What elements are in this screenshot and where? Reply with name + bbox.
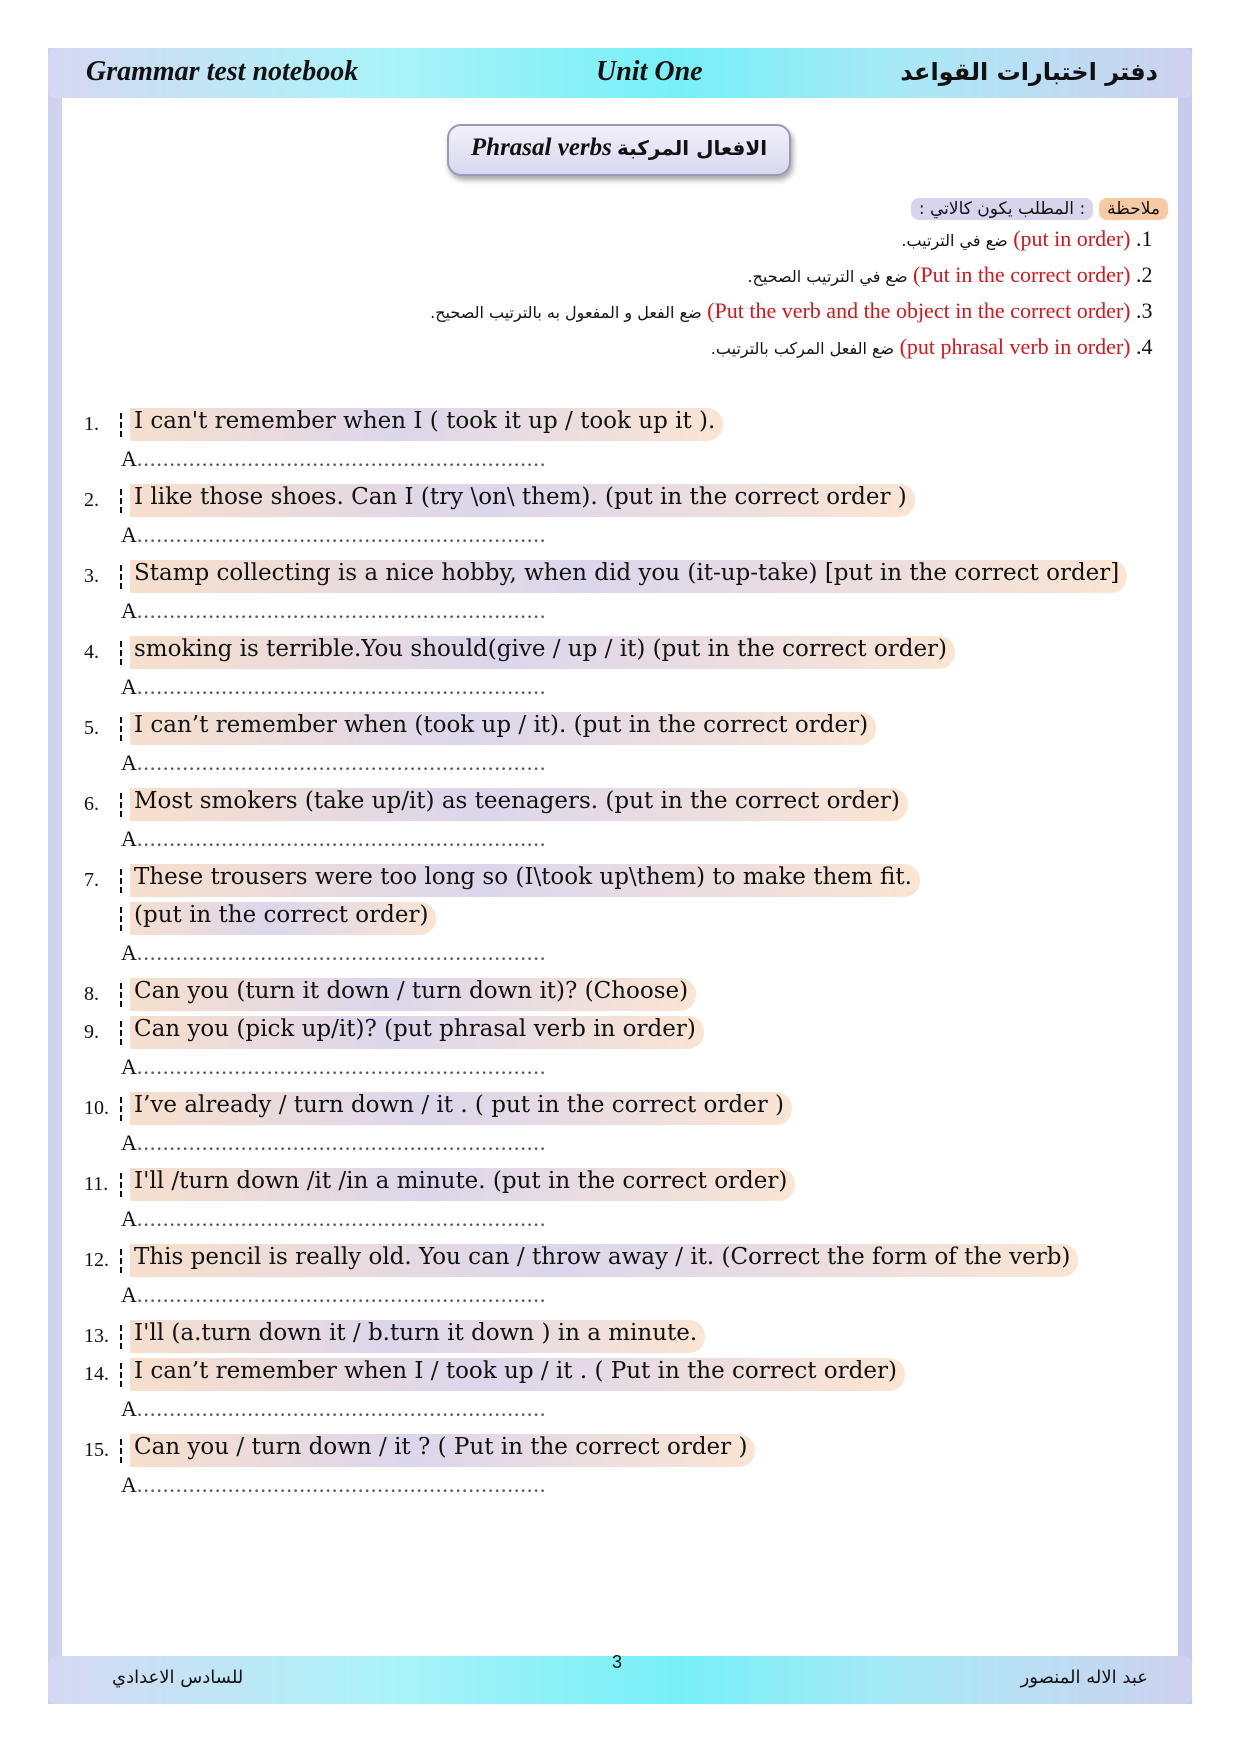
question-text: I can’t remember when (took up / it). (put in the correct order)	[130, 712, 876, 745]
question-number: 1.	[84, 413, 99, 435]
question-row	[84, 978, 696, 1011]
question-number: 12.	[84, 1249, 109, 1271]
question-row	[84, 712, 876, 745]
question-number: 5.	[84, 717, 99, 739]
question-text: Can you (turn it down / turn down it)? (Choose)	[130, 978, 696, 1011]
instruction-number: .3	[1136, 298, 1153, 323]
header-unit-title: Unit One	[596, 56, 703, 87]
answer-line[interactable]: A...............................................................	[121, 598, 547, 623]
question-number: 6.	[84, 793, 99, 815]
page-number: 3	[612, 1652, 623, 1672]
instruction-en: (put phrasal verb in order)	[899, 334, 1131, 359]
note-row	[911, 198, 1168, 220]
instruction-item	[901, 226, 1170, 252]
section-title-en: Phrasal verbs	[470, 134, 612, 161]
question-text: I'll /turn down /it /in a minute. (put in the correct order)	[130, 1168, 795, 1201]
answer-line[interactable]: A...............................................................	[121, 1054, 547, 1079]
question-number: 10.	[84, 1097, 109, 1119]
instruction-item	[711, 334, 1170, 360]
section-title-ar: الافعال المركبة	[616, 136, 768, 160]
question-number: 13.	[84, 1325, 109, 1347]
question-text: This pencil is really old. You can / throw away / it. (Correct the form of the verb)	[130, 1244, 1078, 1277]
answer-line[interactable]: A...............................................................	[121, 940, 547, 965]
answer-line[interactable]: A...............................................................	[121, 826, 547, 851]
question-number: 9.	[84, 1021, 99, 1043]
question-text: smoking is terrible.You should(give / up / it) (put in the correct order)	[130, 636, 955, 669]
answer-line[interactable]: A...............................................................	[121, 674, 547, 699]
question-row	[84, 484, 915, 517]
question-text: (put in the correct order)	[130, 902, 436, 935]
instruction-number: .4	[1136, 334, 1153, 359]
instruction-en: (put in order)	[1013, 226, 1131, 251]
header-arabic-title: دفتر اختبارات القواعد	[900, 58, 1158, 86]
question-row	[84, 1092, 792, 1125]
question-number: 7.	[84, 869, 99, 891]
question-text: Most smokers (take up/it) as teenagers. (put in the correct order)	[130, 788, 908, 821]
instruction-en: (Put in the correct order)	[913, 262, 1131, 287]
question-row	[84, 788, 908, 821]
question-text: I'll (a.turn down it / b.turn it down ) in a minute.	[130, 1320, 705, 1353]
question-number: 2.	[84, 489, 99, 511]
question-row	[84, 1358, 905, 1391]
instruction-number: .1	[1136, 226, 1153, 251]
instruction-ar: ضع الفعل المركب بالترتيب.	[710, 339, 895, 358]
question-text: Can you / turn down / it ? ( Put in the correct order )	[130, 1434, 755, 1467]
question-text: These trousers were too long so (I\took up\them) to make them fit.	[130, 864, 920, 897]
question-text: Can you (pick up/it)? (put phrasal verb in order)	[130, 1016, 704, 1049]
instruction-ar: ضع في الترتيب الصحيح.	[747, 267, 908, 286]
question-text: Stamp collecting is a nice hobby, when did you (it-up-take) [put in the correct order]	[130, 560, 1127, 593]
question-number: 8.	[84, 983, 99, 1005]
question-row	[84, 408, 723, 441]
question-text: I’ve already / turn down / it . ( put in the correct order )	[130, 1092, 792, 1125]
footer-grade: للسادس الاعدادي	[112, 1667, 244, 1688]
question-row	[84, 1320, 705, 1353]
question-text: I can't remember when I ( took it up / took up it ).	[130, 408, 723, 441]
answer-line[interactable]: A...............................................................	[121, 1282, 547, 1307]
instruction-item	[430, 298, 1170, 324]
answer-line[interactable]: A...............................................................	[121, 1472, 547, 1497]
question-row	[84, 1434, 755, 1467]
question-number: 3.	[84, 565, 99, 587]
answer-line[interactable]: A...............................................................	[121, 1396, 547, 1421]
question-row	[84, 560, 1127, 593]
question-row	[84, 1168, 795, 1201]
instruction-item	[747, 262, 1170, 288]
section-title-box	[447, 124, 791, 176]
question-number: 11.	[84, 1173, 109, 1195]
instruction-en: (Put the verb and the object in the correct order)	[707, 298, 1131, 323]
answer-line[interactable]: A...............................................................	[121, 522, 547, 547]
question-row	[84, 1016, 704, 1049]
answer-line[interactable]: A...............................................................	[121, 446, 547, 471]
instruction-ar: ضع الفعل و المفعول به بالترتيب الصحيح.	[430, 303, 702, 322]
header-notebook-title: Grammar test notebook	[86, 56, 359, 87]
answer-line[interactable]: A...............................................................	[121, 1130, 547, 1155]
question-number: 15.	[84, 1439, 109, 1461]
answer-line[interactable]: A...............................................................	[121, 1206, 547, 1231]
question-row	[84, 864, 920, 897]
question-number: 4.	[84, 641, 99, 663]
question-row	[84, 1244, 1078, 1277]
footer-author: عبد الاله المنصور	[1020, 1667, 1148, 1688]
note-tag: ملاحظة	[1099, 198, 1168, 220]
question-text: I can’t remember when I / took up / it . ( Put in the correct order)	[130, 1358, 905, 1391]
instruction-ar: ضع في الترتيب.	[901, 231, 1008, 250]
question-row-continued	[84, 902, 436, 935]
question-text: I like those shoes. Can I (try \on\ them). (put in the correct order )	[130, 484, 915, 517]
answer-line[interactable]: A...............................................................	[121, 750, 547, 775]
note-text: : المطلب يكون كالاتي :	[911, 198, 1093, 220]
question-row	[84, 636, 955, 669]
instruction-number: .2	[1136, 262, 1153, 287]
question-number: 14.	[84, 1363, 109, 1385]
